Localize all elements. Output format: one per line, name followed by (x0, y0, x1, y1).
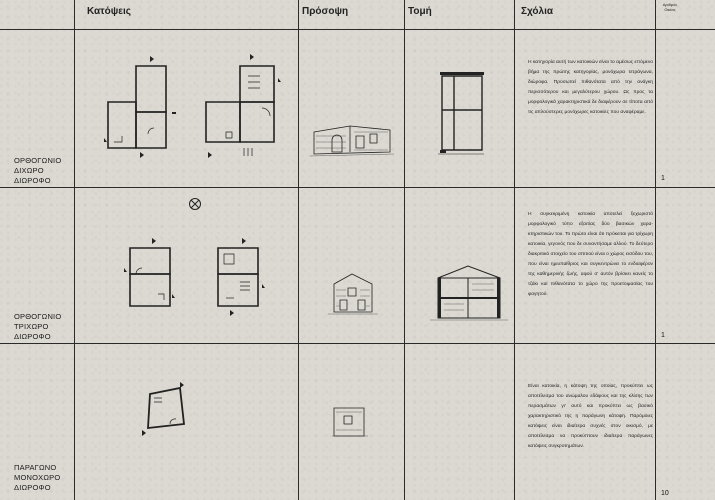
header-section: Τομή (408, 6, 432, 17)
header-facade: Πρόσοψη (302, 6, 349, 17)
floor-plan-drawing (200, 48, 295, 163)
row-divider (0, 187, 715, 188)
facade-drawing (330, 402, 370, 442)
row-type-label: ΠΑΡΑΓΩΝΟ ΜΟΝΟΧΩΡΟ ΔΙΩΡΟΦΟ (14, 463, 61, 492)
row-type-label: ΟΡΘΟΓΩΝΙΟ ΔΙΧΩΡΟ ΔΙΩΡΟΦΟ (14, 156, 62, 185)
floor-plan-drawing (122, 238, 182, 316)
column-divider (298, 0, 299, 500)
comment-text: Η συγκεκριμένη κατοικία αποτελεί ξεχωριστό μορφολογικό τύπο εξαιτίας δύο βασικών χαρα-κτηριστικών του. Το πρώτο είναι ότι πρόκειται για τρίχωρη κατοικία, γεγονός που δε συναντήσαμε αλλού. Το δεύτερο διακριτικό στοιχείο του σπιτιού είναι ο χώρος εισόδου του, που είναι ημιυπαίθριος και συγκεντρώνει το ενδιαφέρον της καθημερινής ζωής, αφού σ' αυτόν βρίσκει κανείς το τζάκι και πιθανότατα το χώρο της προετοιμασίας του φαγητού. (528, 212, 653, 297)
facade-drawing (328, 268, 378, 318)
north-symbol-icon (188, 197, 202, 211)
column-divider (74, 0, 75, 500)
header-house-number: Αριθμός Οικίας (662, 2, 678, 12)
column-divider (655, 0, 656, 500)
house-number: 1 (661, 332, 665, 339)
section-drawing (428, 262, 508, 324)
floor-plan-drawing (140, 380, 200, 440)
header-plans: Κατόψεις (87, 6, 131, 17)
floor-plan-drawing (210, 238, 275, 318)
column-divider (404, 0, 405, 500)
facade-drawing (310, 112, 395, 160)
header-comments: Σχόλια (521, 6, 553, 17)
comment-text: Είναι κατοικία, η κάτοψη της οποίας, προκύπτει ως αποτέλεσμα του ανώμαλου εδάφους και της κλίσης των περασμάτων γι' αυτό και προκύπτει ως βασικό χαρακτηριστικό της η παράγωνη κάτοψη. Παρόμοιες κατόψεις είναι ιδιαίτερα συχνές στον οικισμό, με αποτέλεσμα να προκύπτουν ιδιαίτερα παράγωνες κατόψεις συγκροτημάτων. (528, 384, 653, 449)
row-type-label: ΟΡΘΟΓΩΝΙΟ ΤΡΙΧΩΡΟ ΔΙΩΡΟΦΟ (14, 312, 62, 341)
column-divider (514, 0, 515, 500)
house-number: 10 (661, 490, 669, 497)
row-divider (0, 343, 715, 344)
comment-text: Η κατηγορία αυτή των κατοικιών είναι το αμέσως επόμενο βήμα της πρώτης κατηγορίας, μονόχωρα τετράγωνα, διώροφα. Προσωπεί πιθανότατα από την ανάγκη περισσότερου και μεγαλύτερου χώρου. Ως προς τα μορφολογικά χαρακτηριστικά δε διαφέρουν σε τίποτα από τις απλούστερες μονόχωρες κατοικίες που αναφέραμε. (528, 60, 653, 115)
floor-plan-drawing (100, 52, 180, 162)
header-divider (0, 29, 715, 30)
house-number: 1 (661, 175, 665, 182)
section-drawing (436, 70, 486, 160)
